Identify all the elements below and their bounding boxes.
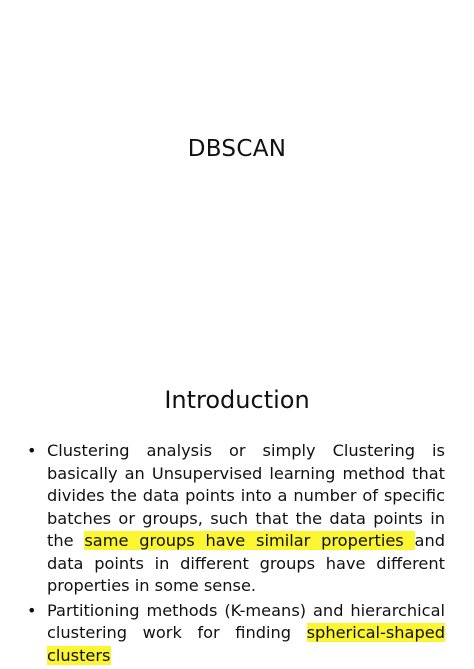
highlighted-text: spherical-shaped clusters bbox=[47, 623, 445, 665]
bullet-text: Clustering analysis or simply Clustering is basically an Unsupervised learning method that divides the data points into a number of specific batches or groups, such that the data points in the bbox=[47, 441, 445, 550]
bullet-text: Partitioning methods (K-means) and hierarchical clustering work for finding bbox=[47, 600, 445, 642]
bullet-list bbox=[0, 440, 474, 669]
bullet-item-partitioning-methods bbox=[27, 600, 445, 668]
bullet-item-clustering-definition bbox=[27, 440, 445, 598]
bullet-text-continued: and data points in different groups have different properties in some sense. bbox=[47, 531, 445, 595]
slide-heading: Introduction bbox=[164, 386, 310, 414]
bullet-dot-icon: • bbox=[27, 441, 37, 460]
slide-introduction bbox=[0, 340, 474, 665]
bullet-dot-icon: • bbox=[27, 600, 37, 620]
highlighted-text: same groups have similar properties bbox=[84, 531, 415, 550]
slide-title: DBSCAN bbox=[187, 136, 287, 162]
